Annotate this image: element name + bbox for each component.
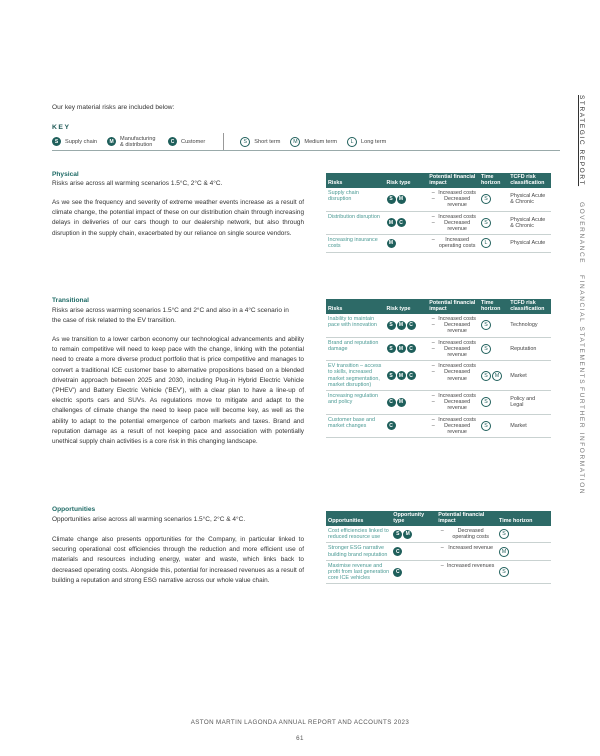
transitional-risk-table xyxy=(326,299,551,438)
impact-text: Increased costs xyxy=(438,416,476,423)
impact-item xyxy=(429,322,477,334)
risk-type-badge-icon: C xyxy=(387,398,396,407)
risk-name: EV transition – access to skills, increased market segmentation, market disruption) xyxy=(326,361,385,391)
risk-type-badge-icon: C xyxy=(407,321,416,330)
time-horizon-ring-icon: S xyxy=(481,320,491,330)
table-header-row xyxy=(326,173,551,188)
bullet-dash-icon: – xyxy=(431,345,435,352)
impact-text: Increased costs xyxy=(438,213,476,220)
impact-text: Decreased revenue xyxy=(444,322,471,335)
intro-text: Our key material risks are included below: xyxy=(52,104,175,111)
risk-name: Increasing regulation and policy xyxy=(326,391,385,415)
key-label: Customer xyxy=(181,138,206,145)
nav-governance[interactable]: GOVERNANCE xyxy=(578,202,585,265)
table-row xyxy=(326,337,551,361)
table-row xyxy=(326,414,551,438)
key-short-term xyxy=(240,137,280,147)
tcfd-classification: Physical Acute & Chronic xyxy=(508,211,551,235)
time-horizon-cell xyxy=(479,211,508,235)
time-horizon-cell xyxy=(479,361,508,391)
short-term-ring-icon: S xyxy=(240,137,250,147)
bullet-dash-icon: – xyxy=(431,363,435,370)
medium-term-ring-icon: M xyxy=(290,137,300,147)
risk-type-cell xyxy=(391,543,436,560)
nav-strategic-report[interactable]: STRATEGIC REPORT xyxy=(578,95,585,187)
bullet-dash-icon: – xyxy=(431,190,435,196)
key-label: Short term xyxy=(254,138,281,145)
key-customer xyxy=(168,137,205,146)
impact-text: Increased costs xyxy=(438,363,476,370)
bullet-dash-icon: – xyxy=(431,322,435,329)
customer-badge-icon: C xyxy=(168,137,177,146)
column-header: Opportunities xyxy=(326,511,391,526)
risk-type-badge-icon: M xyxy=(387,218,396,227)
bullet-dash-icon: – xyxy=(431,416,435,423)
bullet-dash-icon: – xyxy=(431,219,435,226)
column-header: Opportunity type xyxy=(391,511,436,526)
impact-text: Increased operating costs xyxy=(438,237,476,250)
bullet-dash-icon: – xyxy=(440,562,444,569)
financial-impact-cell xyxy=(427,414,479,438)
risk-type-cell xyxy=(385,337,428,361)
time-horizon-cell xyxy=(479,391,508,415)
physical-body: As we see the frequency and severity of extreme weather events increase as a result of climate change, the potential impact of these on our distribution chain through increasing delays in deliveries of our cars though to our dealership network, but also through disruption in the supply chain, exacerbated by our reliance on single source vendors. xyxy=(52,199,304,237)
key-label: Supply chain xyxy=(65,138,98,145)
tcfd-classification: Physical Acute & Chronic xyxy=(508,188,551,211)
table-row xyxy=(326,211,551,235)
key-medium-term xyxy=(290,137,337,147)
risk-type-badge-icon: S xyxy=(387,344,396,353)
table-row xyxy=(326,235,551,252)
risk-name: Increasing insurance costs xyxy=(326,235,385,252)
risk-type-cell xyxy=(385,361,428,391)
column-header: Time horizon xyxy=(479,299,508,314)
financial-impact-cell xyxy=(436,560,497,584)
impact-item xyxy=(429,237,477,249)
bullet-dash-icon: – xyxy=(431,213,435,220)
time-horizon-cell xyxy=(479,414,508,438)
risk-type-badge-icon: C xyxy=(407,371,416,380)
opportunities-body: Climate change also presents opportunities for the Company, in particular linked to securing operational cost efficiencies through the reduction and more efficient use of materials and resources including energy, water and waste, which links back to decreased operating costs. Alongside this, potential for increased revenues as a result of building a reputation and strong ESG narrative across our whole value chain. xyxy=(52,536,304,584)
risk-type-badge-icon: M xyxy=(387,239,396,248)
tcfd-classification: Policy and Legal xyxy=(508,391,551,415)
column-header: Potential financial impact xyxy=(436,511,497,526)
tcfd-classification: Technology xyxy=(508,314,551,337)
time-horizon-ring-icon: M xyxy=(492,371,502,381)
tcfd-classification: Reputation xyxy=(508,337,551,361)
column-header: TCFD risk classification xyxy=(508,173,551,188)
risk-name: Inability to maintain pace with innovation xyxy=(326,314,385,337)
impact-text: Increased costs xyxy=(438,339,476,346)
column-header: Potential financial impact xyxy=(427,299,479,314)
impact-text: Decreased revenue xyxy=(444,219,471,233)
impact-text: Increased revenues xyxy=(446,562,495,569)
column-header: Time horizon xyxy=(479,173,508,188)
time-horizon-ring-icon: S xyxy=(481,194,491,204)
manufacturing-badge-icon: M xyxy=(107,137,116,146)
time-horizon-cell xyxy=(479,314,508,337)
key-divider xyxy=(223,133,224,150)
risk-name: Brand and reputation damage xyxy=(326,337,385,361)
risk-type-cell xyxy=(385,188,428,211)
key-label: Long term xyxy=(361,138,387,145)
risk-type-badge-icon: M xyxy=(397,195,406,204)
table-header-row xyxy=(326,299,551,314)
financial-impact-cell xyxy=(427,235,479,252)
key-manufacturing xyxy=(107,136,158,148)
financial-impact-cell xyxy=(427,337,479,361)
risk-type-badge-icon: C xyxy=(407,344,416,353)
time-horizon-cell xyxy=(497,526,551,543)
bullet-dash-icon: – xyxy=(431,196,435,203)
transitional-subtitle: Risks arise across warming scenarios 1.5°C and 2°C and also in a 4°C scenario in the case of risk related to the EV transition. xyxy=(52,307,289,324)
transitional-title: Transitional xyxy=(52,297,90,304)
impact-text: Decreased operating costs xyxy=(452,528,489,541)
key-label: Medium term xyxy=(304,138,338,145)
opportunities-table xyxy=(326,511,551,584)
bullet-dash-icon: – xyxy=(431,316,435,322)
impact-item xyxy=(429,196,477,208)
key-long-term xyxy=(347,137,386,147)
risk-type-cell xyxy=(391,560,436,584)
transitional-body: As we transition to a lower carbon economy our technological advancements and ability to remain competitive will need to keep pace with the change, linking with the potential need to create a more diverse product portfolio that is price competitive and manages to convert a traditional ICE customer base to alternative propositions based on a blended drivetrain approach between 2025 and 2030, including Plug-in Hybrid Electric Vehicle ('PHEV') and Battery Electric Vehicle ('BEV'), with a clear plan to have a line-up of electric sports cars and SUVs. As regulations move to mitigate and adapt to the challenges of climate change the need to keep pace will become key, as well as the ability to adapt to the potential emergence of carbon markets and taxes. Brand and reputation damage as a result of not keeping pace and association with potentially unethical supply chain activities is a core risk in this changing landscape. xyxy=(52,336,304,446)
tcfd-classification: Physical Acute xyxy=(508,235,551,252)
bullet-dash-icon: – xyxy=(431,339,435,346)
bullet-dash-icon: – xyxy=(431,399,435,406)
column-header: Time horizon xyxy=(497,511,551,526)
column-header: Risks xyxy=(326,173,385,188)
risk-name: Maximise revenue and profit from last generation core ICE vehicles xyxy=(326,560,391,584)
physical-title: Physical xyxy=(52,171,79,178)
time-horizon-ring-icon: S xyxy=(499,529,509,539)
risk-type-badge-icon: M xyxy=(397,321,406,330)
impact-text: Increased costs xyxy=(438,190,476,196)
table-row xyxy=(326,391,551,415)
tcfd-classification: Market xyxy=(508,361,551,391)
time-horizon-ring-icon: S xyxy=(481,397,491,407)
time-horizon-cell xyxy=(479,337,508,361)
key-label: Manufacturing & distribution xyxy=(120,135,156,148)
table-row xyxy=(326,361,551,391)
financial-impact-cell xyxy=(436,543,497,560)
risk-type-cell xyxy=(385,211,428,235)
page-number: 61 xyxy=(296,735,304,742)
risk-type-cell xyxy=(385,414,428,438)
risk-type-badge-icon: M xyxy=(397,398,406,407)
long-term-ring-icon: L xyxy=(347,137,357,147)
bullet-dash-icon: – xyxy=(431,422,435,429)
impact-text: Decreased revenue xyxy=(444,345,471,359)
impact-item xyxy=(438,545,495,551)
risk-name: Supply chain disruption xyxy=(326,188,385,211)
risk-name: Cost efficiencies linked to reduced resource use xyxy=(326,526,391,543)
financial-impact-cell xyxy=(427,314,479,337)
footer-title: ASTON MARTIN LAGONDA ANNUAL REPORT AND ACCOUNTS 2023 xyxy=(190,719,410,726)
impact-item xyxy=(438,528,495,540)
impact-item xyxy=(429,369,477,381)
impact-item xyxy=(429,346,477,358)
key-supply-chain xyxy=(52,137,97,146)
impact-item xyxy=(438,563,495,569)
risk-name: Distribution disruption xyxy=(326,211,385,235)
supply-chain-badge-icon: S xyxy=(52,137,61,146)
risk-type-badge-icon: C xyxy=(393,568,402,577)
table-row xyxy=(326,526,551,543)
time-horizon-ring-icon: S xyxy=(481,371,491,381)
time-horizon-cell xyxy=(497,560,551,584)
section-nav xyxy=(575,95,589,515)
risk-type-badge-icon: S xyxy=(387,321,396,330)
impact-text: Decreased revenue xyxy=(444,369,471,382)
financial-impact-cell xyxy=(427,391,479,415)
time-horizon-cell xyxy=(479,235,508,252)
table-row xyxy=(326,314,551,337)
column-header: Risk type xyxy=(385,173,428,188)
time-horizon-ring-icon: S xyxy=(499,567,509,577)
risk-type-badge-icon: C xyxy=(393,547,402,556)
financial-impact-cell xyxy=(427,361,479,391)
financial-impact-cell xyxy=(436,526,497,543)
risk-name: Customer base and market changes xyxy=(326,414,385,438)
risk-type-badge-icon: M xyxy=(397,344,406,353)
risk-type-cell xyxy=(385,235,428,252)
time-horizon-ring-icon: S xyxy=(481,218,491,228)
bullet-dash-icon: – xyxy=(431,237,435,244)
nav-further-information[interactable]: FURTHER INFORMATION xyxy=(578,387,585,496)
column-header: Risk type xyxy=(385,299,428,314)
time-horizon-ring-icon: M xyxy=(499,547,509,557)
risk-type-badge-icon: M xyxy=(403,530,412,539)
time-horizon-cell xyxy=(479,188,508,211)
column-header: Potential financial impact xyxy=(427,173,479,188)
risk-type-cell xyxy=(385,391,428,415)
risk-type-badge-icon: C xyxy=(397,218,406,227)
bullet-dash-icon: – xyxy=(440,545,444,552)
risk-type-badge-icon: S xyxy=(387,371,396,380)
physical-subtitle: Risks arise across all warming scenarios 1.5°C, 2°C & 4°C. xyxy=(52,180,223,187)
physical-risk-table xyxy=(326,173,551,253)
time-horizon-ring-icon: L xyxy=(481,238,491,248)
key-legend xyxy=(52,133,560,151)
table-row xyxy=(326,560,551,584)
risk-type-cell xyxy=(391,526,436,543)
column-header: TCFD risk classification xyxy=(508,299,551,314)
impact-text: Decreased revenue xyxy=(444,196,471,209)
risk-type-badge-icon: S xyxy=(393,530,402,539)
financial-impact-cell xyxy=(427,188,479,211)
bullet-dash-icon: – xyxy=(440,528,444,534)
risk-type-badge-icon: M xyxy=(397,371,406,380)
key-title: KEY xyxy=(52,124,71,131)
impact-text: Increased costs xyxy=(438,393,476,400)
impact-text: Decreased revenue xyxy=(444,422,471,436)
risk-type-badge-icon: S xyxy=(387,195,396,204)
column-header: Risks xyxy=(326,299,385,314)
opportunities-subtitle: Opportunities arise across all warming scenarios 1.5°C, 2°C & 4°C. xyxy=(52,516,246,523)
opportunities-title: Opportunities xyxy=(52,506,96,513)
bullet-dash-icon: – xyxy=(431,369,435,376)
risk-type-cell xyxy=(385,314,428,337)
financial-impact-cell xyxy=(427,211,479,235)
bullet-dash-icon: – xyxy=(431,393,435,400)
impact-item xyxy=(429,220,477,232)
table-row xyxy=(326,543,551,560)
risk-name: Stronger ESG narrative building brand reputation xyxy=(326,543,391,560)
impact-text: Increased costs xyxy=(438,316,476,322)
time-horizon-ring-icon: S xyxy=(481,421,491,431)
tcfd-classification: Market xyxy=(508,414,551,438)
risk-type-badge-icon: C xyxy=(387,421,396,430)
impact-text: Increased revenue xyxy=(448,545,493,552)
table-row xyxy=(326,188,551,211)
impact-item xyxy=(429,423,477,435)
nav-financial-statements[interactable]: FINANCIAL STATEMENTS xyxy=(578,275,585,386)
time-horizon-cell xyxy=(497,543,551,560)
impact-text: Decreased revenue xyxy=(444,399,471,412)
time-horizon-ring-icon: S xyxy=(481,344,491,354)
impact-item xyxy=(429,399,477,411)
table-header-row xyxy=(326,511,551,526)
